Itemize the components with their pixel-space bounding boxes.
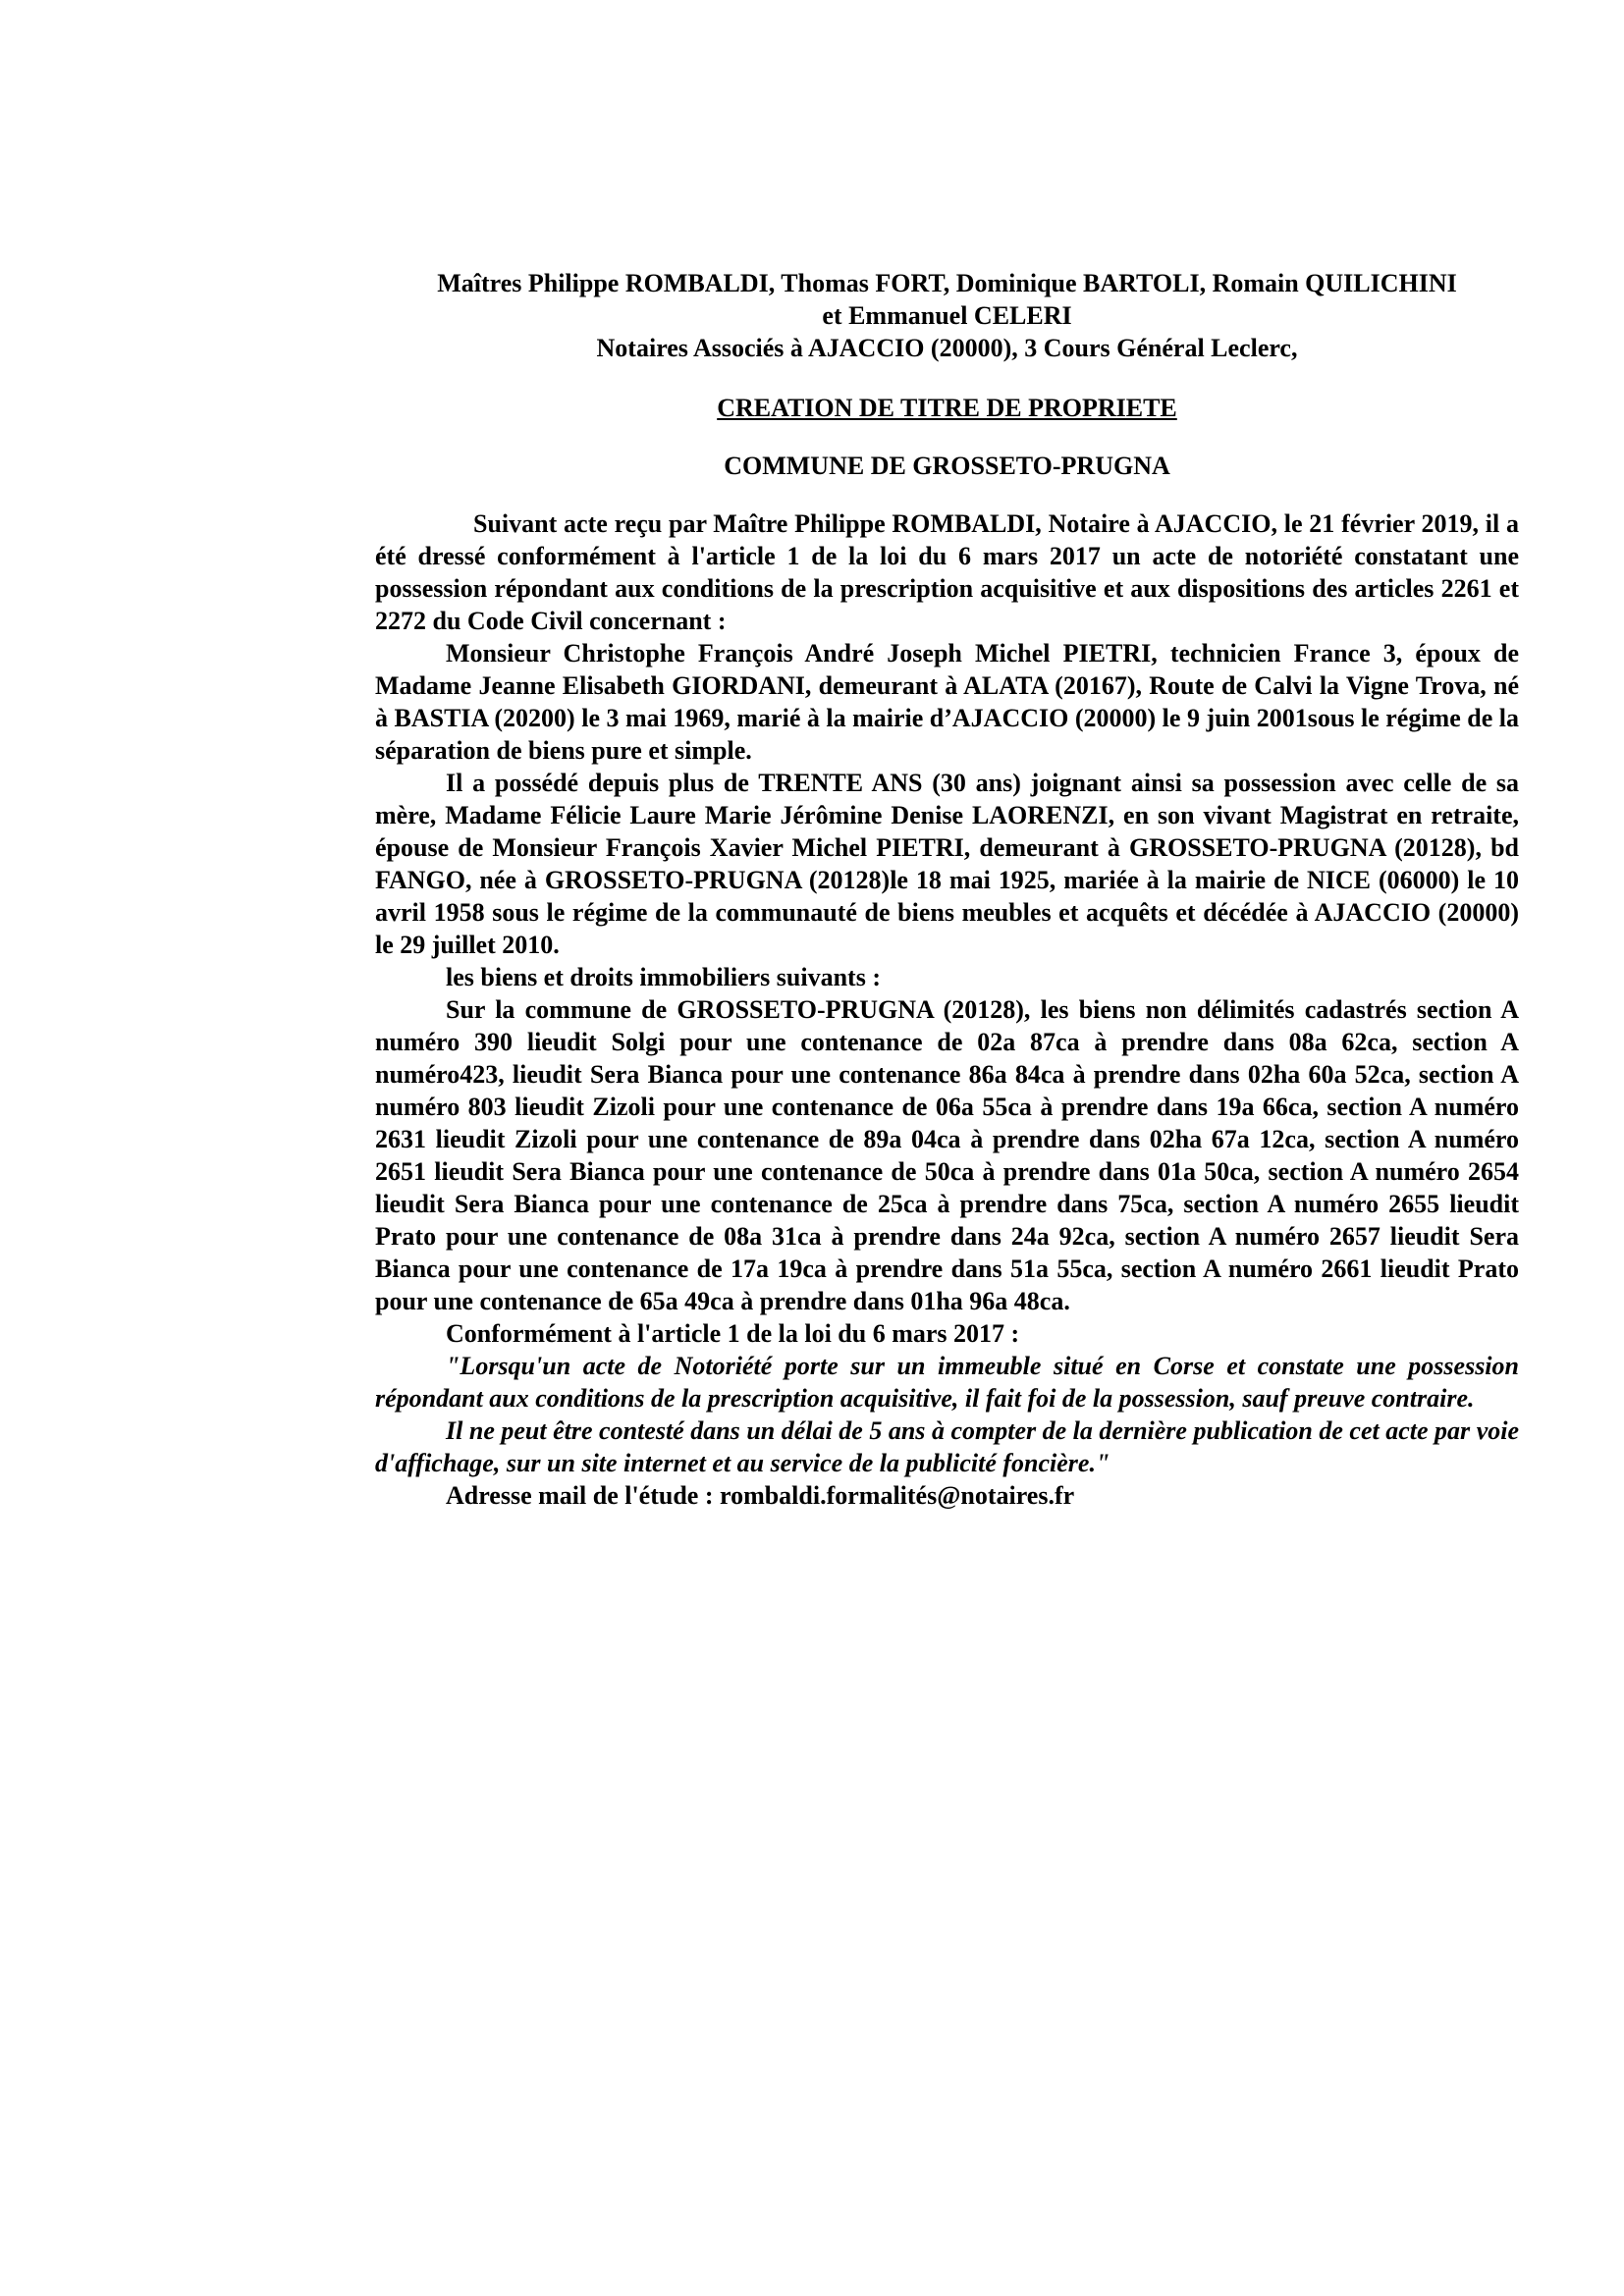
paragraph-possession: Il a possédé depuis plus de TRENTE ANS (30 ans) joignant ainsi sa possession avec celle de sa mère, Madame Félicie Laure Marie Jérômine Denise LAORENZI, en son vivant Magistrat en retraite, épouse de Monsieur François Xavier Michel PIETRI, demeurant à GROSSETO-PRUGNA (20128), bd FANGO, née à GROSSETO-PRUGNA (20128)le 18 mai 1925, mariée à la mairie de NICE (06000) le 10 avril 1958 sous le régime de la communauté de biens meubles et acquêts et décédée à AJACCIO (20000) le 29 juillet 2010. [375, 769, 1519, 959]
paragraph-acte: Suivant acte reçu par Maître Philippe ROMBALDI, Notaire à AJACCIO, le 21 février 2019, il a été dressé conformément à l'article 1 de la loi du 6 mars 2017 un acte de notoriété constatant une possession répondant aux conditions de la prescription acquisitive et aux dispositions des articles 2261 et 2272 du Code Civil concernant : [375, 509, 1519, 635]
paragraph-parcelles: Sur la commune de GROSSETO-PRUGNA (20128), les biens non délimités cadastrés section A numéro 390 lieudit Solgi pour une contenance de 02a 87ca à prendre dans 08a 62ca, section A numéro423, lieudit Sera Bianca pour une contenance 86a 84ca à prendre dans 02ha 60a 52ca, section A numéro 803 lieudit Zizoli pour une contenance de 06a 55ca à prendre dans 19a 66ca, section A numéro 2631 lieudit Zizoli pour une contenance de 89a 04ca à prendre dans 02ha 67a 12ca, section A numéro 2651 lieudit Sera Bianca pour une contenance de 50ca à prendre dans 01a 50ca, section A numéro 2654 lieudit Sera Bianca pour une contenance de 25ca à prendre dans 75ca, section A numéro 2655 lieudit Prato pour une contenance de 08a 31ca à prendre dans 24a 92ca, section A numéro 2657 lieudit Sera Bianca pour une contenance de 17a 19ca à prendre dans 51a 55ca, section A numéro 2661 lieudit Prato pour une contenance de 65a 49ca à prendre dans 01ha 96a 48ca. [375, 995, 1519, 1315]
notaries-line-1: Maîtres Philippe ROMBALDI, Thomas FORT, Dominique BARTOLI, Romain QUILICHINI [437, 269, 1457, 297]
paragraph-email: Adresse mail de l'étude : rombaldi.formalités@notaires.fr [446, 1481, 1075, 1510]
notaries-address: Notaires Associés à AJACCIO (20000), 3 Cours Général Leclerc, [596, 334, 1298, 362]
paragraph-citation-1: "Lorsqu'un acte de Notoriété porte sur un immeuble situé en Corse et constate une possession répondant aux conditions de la prescription acquisitive, il fait foi de la possession, sauf preuve contraire. [375, 1352, 1519, 1413]
paragraph-conformement: Conformément à l'article 1 de la loi du 6 mars 2017 : [446, 1319, 1020, 1348]
commune-heading: COMMUNE DE GROSSETO-PRUGNA [724, 452, 1170, 480]
notaries-line-2: et Emmanuel CELERI [822, 301, 1072, 330]
paragraph-monsieur: Monsieur Christophe François André Joseph Michel PIETRI, technicien France 3, époux de Madame Jeanne Elisabeth GIORDANI, demeurant à ALATA (20167), Route de Calvi la Vigne Trova, né à BASTIA (20200) le 3 mai 1969, marié à la mairie d’AJACCIO (20000) le 9 juin 2001sous le régime de la séparation de biens pure et simple. [375, 639, 1519, 765]
paragraph-citation-2: Il ne peut être contesté dans un délai de 5 ans à compter de la dernière publication de cet acte par voie d'affichage, sur un site internet et au service de la publicité foncière." [375, 1416, 1519, 1477]
document-content [375, 267, 1519, 1512]
document-title-text: CREATION DE TITRE DE PROPRIETE [717, 394, 1177, 422]
document-title [375, 392, 1519, 424]
paragraph-biens-intro: les biens et droits immobiliers suivants : [446, 963, 881, 991]
